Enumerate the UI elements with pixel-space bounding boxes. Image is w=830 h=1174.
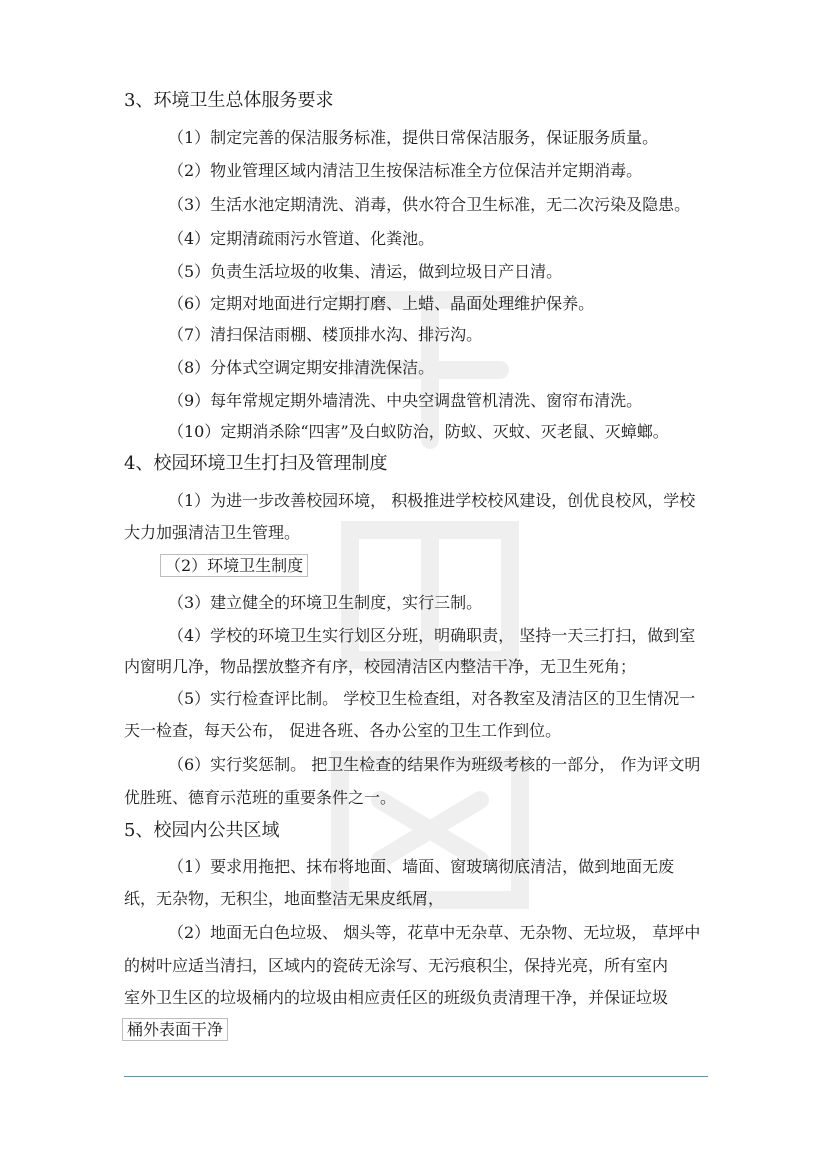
paragraph-line: （2）地面无白色垃圾、 烟头等，花草中无杂草、无杂物、无垃圾， 草坪中 [168, 923, 701, 942]
paragraph-line: 室外卫生区的垃圾桶内的垃圾由相应责任区的班级负责清理干净，并保证垃圾 [124, 988, 669, 1007]
boxed-heading: （2）环境卫生制度 [160, 554, 308, 577]
list-item: （5）负责生活垃圾的收集、清运，做到垃圾日产日清。 [168, 262, 563, 281]
list-item: （2）物业管理区域内清洁卫生按保洁标准全方位保洁并定期消毒。 [168, 161, 643, 180]
boxed-line-wrapper [122, 1019, 228, 1041]
footer-divider [124, 1076, 708, 1077]
list-item: （4）定期清疏雨污水管道、化粪池。 [168, 229, 435, 248]
section-heading-4: 4、校园环境卫生打扫及管理制度 [124, 453, 388, 474]
boxed-text: 桶外表面干净 [122, 1018, 228, 1041]
paragraph-line: （1）要求用拖把、抹布将地面、墙面、窗玻璃彻底清洁，做到地面无废 [168, 857, 675, 876]
paragraph-line: 内窗明几净，物品摆放整齐有序，校园清洁区内整洁干净，无卫生死角； [124, 657, 637, 676]
paragraph-line: （6）实行奖惩制。 把卫生检查的结果作为班级考核的一部分， 作为评文明 [168, 755, 701, 774]
paragraph-line: （1）为进一步改善校园环境， 积极推进学校校风建设，创优良校风，学校 [168, 491, 696, 510]
list-item: （9）每年常规定期外墙清洗、中央空调盘管机清洗、窗帘布清洗。 [168, 391, 643, 410]
list-item: （1）制定完善的保洁服务标准，提供日常保洁服务，保证服务质量。 [168, 128, 659, 147]
list-item: （3）生活水池定期清洗、消毒，供水符合卫生标准，无二次污染及隐患。 [168, 195, 691, 214]
section-heading-3: 3、环境卫生总体服务要求 [124, 90, 334, 111]
paragraph-line: 优胜班、德育示范班的重要条件之一。 [124, 788, 397, 807]
paragraph-line: 天一检查，每天公布， 促进各班、各办公室的卫生工作到位。 [124, 721, 562, 740]
list-item: （10）定期消杀除“四害”及白蚁防治，防蚁、灭蚊、灭老鼠、灭蟑螂。 [168, 422, 669, 441]
paragraph-line: 的树叶应适当清扫，区域内的瓷砖无涂写、无污痕积尘，保持光亮，所有室内 [124, 956, 669, 975]
paragraph-line: （4）学校的环境卫生实行划区分班，明确职责， 坚持一天三打扫，做到室 [168, 626, 696, 645]
boxed-line-wrapper [160, 555, 308, 577]
paragraph-line: 大力加强清洁卫生管理。 [124, 523, 301, 542]
list-item: （7）清扫保洁雨棚、楼顶排水沟、排污沟。 [168, 325, 483, 344]
section-heading-5: 5、校园内公共区域 [124, 820, 280, 841]
list-item: （8）分体式空调定期安排清洗保洁。 [168, 358, 435, 377]
paragraph-line: （5）实行检查评比制。 学校卫生检查组，对各教室及清洁区的卫生情况一 [168, 689, 696, 708]
list-item: （6）定期对地面进行定期打磨、上蜡、晶面处理维护保养。 [168, 294, 595, 313]
paragraph-line: 纸，无杂物，无积尘，地面整洁无果皮纸屑， [124, 889, 445, 908]
paragraph-line: （3）建立健全的环境卫生制度，实行三制。 [168, 593, 483, 612]
